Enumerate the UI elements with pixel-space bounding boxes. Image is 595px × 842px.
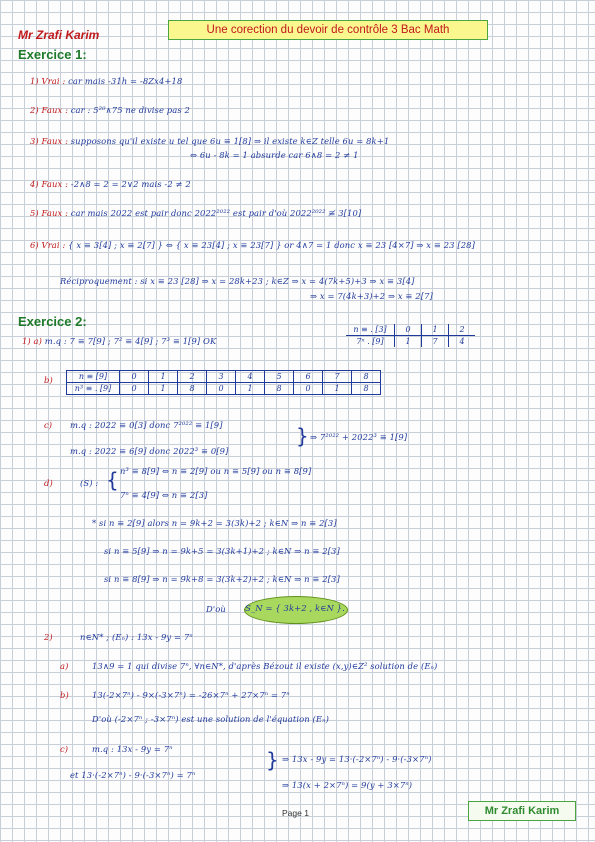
brace-icon: } — [296, 424, 309, 448]
table-cell: 0 — [120, 383, 149, 395]
table-cell: n ≡ . [3] — [346, 324, 395, 336]
author-name-top: Mr Zrafi Karim — [18, 28, 100, 42]
ex1-item-3-cont — [190, 150, 359, 160]
ex2-qd-sys-line2: 7ⁿ ≡ 4[9] ⇔ n ≡ 2[3] — [120, 490, 208, 500]
table-cell: 2 — [449, 324, 476, 336]
table-cell: 1 — [149, 383, 178, 395]
ex2-q2b-text: 13(-2×7ⁿ) - 9×(-3×7ⁿ) = -26×7ⁿ + 27×7ⁿ = 7ⁿ — [92, 690, 290, 700]
ex2-q1a — [22, 336, 216, 346]
table-cell: 6 — [294, 371, 323, 383]
ex2-qc-line1: m.q : 2022 ≡ 0[3] donc 7²⁰²² ≡ 1[9] — [70, 420, 223, 430]
ex1-item-6 — [30, 240, 475, 250]
table-cell: 4 — [449, 336, 476, 348]
ex1-reciprocal-text: si x ≡ 23 [28] ⇒ x = 28k+23 ; k∈Z ⇒ x = 4(7k+5)+3 ⇒ x ≡ 3[4] — [140, 276, 415, 286]
table-cell: 0 — [120, 371, 149, 383]
ex2-q2-equation: n∈N* ; (Eₙ) : 13x - 9y = 7ⁿ — [80, 632, 193, 642]
exercise-2-title: Exercice 2: — [18, 314, 87, 329]
table-row — [67, 371, 381, 383]
ex2-qd-case2: si n ≡ 5[9] ⇒ n = 9k+5 = 3(3k+1)+2 ; k∈N ⇒ n ≡ 2[3] — [104, 546, 340, 556]
table-cell: 4 — [236, 371, 265, 383]
table-cell: 5 — [265, 371, 294, 383]
table-row — [346, 336, 475, 348]
table-cell: 8 — [352, 383, 381, 395]
ex1-item-3-text: supposons qu'il existe u tel que 6u ≡ 1[8] ⇒ il existe k∈Z telle 6u = 8k+1 — [70, 136, 390, 146]
ex2-qd-conclusion: D'où — [206, 604, 226, 614]
ex1-item-2 — [30, 105, 190, 115]
table-row — [67, 383, 381, 395]
ex2-qd-system-name: (S) : — [80, 478, 99, 488]
ex1-item-5-label: 5) Faux : — [30, 208, 68, 218]
ex2-qd-case1: * si n ≡ 2[9] alors n = 9k+2 = 3(3k)+2 ; k∈N ⇒ n ≡ 2[3] — [92, 518, 337, 528]
document-title: Une corection du devoir de contrôle 3 Bac Math — [168, 20, 488, 40]
ex2-q2a-text: 13∧9 = 1 qui divise 7ⁿ, ∀n∈N*, d'après Bézout il existe (x,y)∈Z² solution de (Eₙ) — [92, 661, 438, 671]
table-cell: 1 — [395, 336, 422, 348]
ex1-reciprocal — [60, 276, 415, 286]
ex1-item-5-text: car mais 2022 est pair donc 2022²⁰²² est pair d'où 2022²⁰²² ≢ 3[10] — [70, 208, 362, 218]
ex2-qd-sys-line1: n³ ≡ 8[9] ⇔ n ≡ 2[9] ou n ≡ 5[9] ou n ≡ 8[9] — [120, 466, 312, 476]
ex2-qd-solution: S_N = { 3k+2 , k∈N }. — [245, 603, 345, 613]
ex2-q2c-res2: ⇒ 13(x + 2×7ⁿ) = 9(y + 3×7ⁿ) — [282, 780, 413, 790]
brace-icon: } — [266, 748, 279, 772]
table-cell: 3 — [207, 371, 236, 383]
small-period-table — [346, 324, 475, 347]
ex1-item-2-label: 2) Faux : — [30, 105, 68, 115]
cube-residue-table — [66, 370, 381, 395]
ex2-q2c-res1: ⇒ 13x - 9y = 13·(-2×7ⁿ) - 9·(-3×7ⁿ) — [282, 754, 432, 764]
table-cell: n³ ≡ . [9] — [67, 383, 120, 395]
table-cell: 1 — [323, 383, 352, 395]
ex2-q2c-line1: m.q : 13x - 9y = 7ⁿ — [92, 744, 173, 754]
ex2-qd-label: d) — [44, 478, 53, 488]
table-cell: 8 — [352, 371, 381, 383]
author-name-bottom: Mr Zrafi Karim — [468, 801, 576, 821]
ex1-item-1 — [30, 76, 182, 86]
ex2-q2c-label: c) — [60, 744, 69, 754]
table-cell: 1 — [236, 383, 265, 395]
ex1-item-4 — [30, 179, 191, 189]
ex2-qc-result: ⇒ 7²⁰²² + 2022³ ≡ 1[9] — [310, 432, 408, 442]
table-cell: 1 — [149, 371, 178, 383]
ex1-item-3-cont-text: ⇔ 6u - 8k = 1 absurde car 6∧8 = 2 ≠ 1 — [190, 150, 359, 160]
table-cell: n ≡ [9] — [67, 371, 120, 383]
ex2-qb-label: b) — [44, 375, 53, 385]
ex1-item-5 — [30, 208, 361, 218]
ex2-qd-case3: si n ≡ 8[9] ⇒ n = 9k+8 = 3(3k+2)+2 ; k∈N ⇒ n ≡ 2[3] — [104, 574, 340, 584]
ex1-item-6-label: 6) Vrai : — [30, 240, 66, 250]
ex2-q2a-label: a) — [60, 661, 69, 671]
ex1-item-1-label: 1) Vrai : — [30, 76, 66, 86]
ex1-item-6-text: { x ≡ 3[4] ; x ≡ 2[7] } ⇔ { x ≡ 23[4] ; x ≡ 23[7] } or 4∧7 = 1 donc x ≡ 23 [4×7] ⇒ x ≡ 23 [28] — [68, 240, 475, 250]
table-cell: 0 — [294, 383, 323, 395]
table-cell: 7 — [422, 336, 449, 348]
ex1-item-4-text: -2∧8 = 2 = 2∨2 mais -2 ≠ 2 — [70, 179, 191, 189]
ex2-qc-label: c) — [44, 420, 53, 430]
ex1-reciprocal-cont — [310, 291, 433, 301]
page-number: Page 1 — [282, 808, 309, 818]
ex1-item-1-text: car mais -31h = -8Zx4+18 — [68, 76, 183, 86]
ex1-item-3 — [30, 136, 389, 146]
table-cell: 8 — [265, 383, 294, 395]
ex2-q1a-label: 1) a) — [22, 336, 43, 346]
table-cell: 8 — [178, 383, 207, 395]
ex2-q2-label: 2) — [44, 632, 53, 642]
table-cell: 2 — [178, 371, 207, 383]
table-cell: 0 — [395, 324, 422, 336]
ex2-q2c-line2: et 13·(-2×7ⁿ) - 9·(-3×7ⁿ) = 7ⁿ — [70, 770, 196, 780]
table-cell: 1 — [422, 324, 449, 336]
ex1-item-4-label: 4) Faux : — [30, 179, 68, 189]
exercise-1-title: Exercice 1: — [18, 47, 87, 62]
ex2-q2b-label: b) — [60, 690, 69, 700]
ex1-item-2-text: car : 5²⁰∧75 ne divise pas 2 — [70, 105, 190, 115]
table-row — [346, 324, 475, 336]
table-cell: 0 — [207, 383, 236, 395]
ex2-q1a-text: m.q : 7 ≡ 7[9] ; 7² ≡ 4[9] ; 7³ ≡ 1[9] OK — [44, 336, 217, 346]
table-cell: 7ⁿ . [9] — [346, 336, 395, 348]
table-cell: 7 — [323, 371, 352, 383]
ex2-q2b-text2: D'où (-2×7ⁿ ; -3×7ⁿ) est une solution de l'équation (Eₙ) — [92, 714, 329, 724]
ex1-reciprocal-cont-text: ⇒ x = 7(4k+3)+2 ⇒ x ≡ 2[7] — [310, 291, 433, 301]
brace-icon: { — [106, 468, 119, 492]
ex2-qc-line2: m.q : 2022 ≡ 6[9] donc 2022³ ≡ 0[9] — [70, 446, 229, 456]
ex1-reciprocal-label: Réciproquement : — [60, 276, 138, 286]
ex1-item-3-label: 3) Faux : — [30, 136, 68, 146]
